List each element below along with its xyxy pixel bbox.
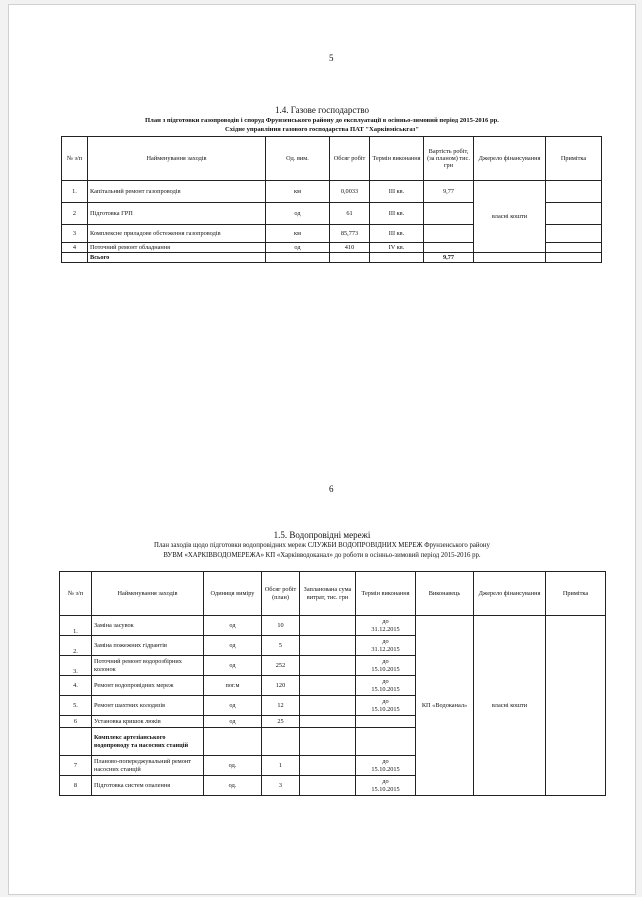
column-header: № з/п [62,137,88,181]
term: до 31.12.2015 [356,616,416,636]
table-row [62,181,602,203]
activity-name: Поточний ремонт водорозбірних колонок [92,656,204,676]
column-header: Обсяг робіт (план) [262,572,300,616]
activity-name: Заміна засувок [92,616,204,636]
row-number: 4 [62,243,88,253]
note [546,616,606,796]
volume: 5 [262,636,300,656]
activity-name: Підготовка систем опалення [92,776,204,796]
volume: 10 [262,616,300,636]
planned-sum [300,776,356,796]
table-subtitle: ВУВМ «ХАРКІВВОДОМЕРЕЖА» КП «Харківводоканал» до роботи в осінньо-зимовий період 2015-2016 рр. [163,552,481,559]
term: ІІІ кв. [370,181,424,203]
volume: 25 [262,716,300,728]
cost [424,203,474,225]
row-number: 7 [60,756,92,776]
planned-sum [300,676,356,696]
planned-sum [300,696,356,716]
volume: 252 [262,656,300,676]
activity-name: Планово-попереджувальний ремонт насосних станцій [92,756,204,776]
unit: од. [204,776,262,796]
column-header: Найменування заходів [92,572,204,616]
total-label: Всього [88,253,266,263]
section-title: 1.4. Газове господарство [274,105,370,115]
total-row [62,253,602,263]
unit: од [266,203,330,225]
column-header: Джерело фінансування [474,137,546,181]
unit: од [204,636,262,656]
unit: пог.м [204,676,262,696]
unit: од [204,716,262,728]
cost [424,243,474,253]
cost [424,225,474,243]
note [546,243,602,253]
water-plan-table [59,571,606,796]
volume: 0,0033 [330,181,370,203]
note [546,181,602,203]
column-header: Обсяг робіт [330,137,370,181]
term: ІV кв. [370,243,424,253]
activity-name: Капітальний ремонт газопроводів [88,181,266,203]
total-value: 9,77 [424,253,474,263]
table-subtitle: Східне управління газового господарства ПАТ "Харківміськгаз" [225,126,419,133]
volume: 410 [330,243,370,253]
table-subtitle: План з підготовки газопроводів і споруд Фрунзенського району до експлуатації в осінньо-зимовий період 2015-2016 рр. [145,117,499,124]
row-number: 1. [62,181,88,203]
row-number: 3 [62,225,88,243]
activity-name: Поточний ремонт обладнання [88,243,266,253]
funding-source: власні кошти [474,181,546,253]
row-number: 1. [60,616,92,636]
activity-name: Установка кришок люків [92,716,204,728]
note [546,225,602,243]
unit: од [204,696,262,716]
row-number: 5. [60,696,92,716]
group-heading: Комплекс артезіанського водопроводу та насосних станцій [92,728,204,756]
activity-name: Ремонт водопровідних мереж [92,676,204,696]
term: до 15.10.2015 [356,656,416,676]
unit: км [266,181,330,203]
planned-sum [300,716,356,728]
note [546,203,602,225]
column-header: Вартість робіт, (за планом) тис. грн [424,137,474,181]
column-header: Термін виконання [356,572,416,616]
activity-name: Заміна пожежних гідрантів [92,636,204,656]
term: до 15.10.2015 [356,756,416,776]
activity-name: Підготовка ГРП [88,203,266,225]
column-header: Термін виконання [370,137,424,181]
row-number: 2. [60,636,92,656]
volume: 3 [262,776,300,796]
column-header: Од. вим. [266,137,330,181]
volume: 1 [262,756,300,776]
planned-sum [300,636,356,656]
row-number: 8 [60,776,92,796]
term: до 15.10.2015 [356,676,416,696]
term: ІІІ кв. [370,225,424,243]
table-row [60,616,606,636]
funding-source: власні кошти [474,616,546,796]
page-number: 6 [329,484,334,494]
column-header: Виконавець [416,572,474,616]
term: до 31.12.2015 [356,636,416,656]
term: ІІІ кв. [370,203,424,225]
term: до 15.10.2015 [356,696,416,716]
section-title: 1.5. Водопровідні мережі [273,530,371,540]
row-number: 2 [62,203,88,225]
planned-sum [300,656,356,676]
row-number: 3. [60,656,92,676]
term [356,716,416,728]
cost: 9,77 [424,181,474,203]
unit: км [266,225,330,243]
unit: од. [204,756,262,776]
table-subtitle: План заходів щодо підготовки водопровідних мереж СЛУЖБИ ВОДОПРОВІДНИХ МЕРЕЖ Фрунзенського району [154,542,490,549]
row-number: 6 [60,716,92,728]
unit: од [204,616,262,636]
activity-name: Ремонт шахтних колодязів [92,696,204,716]
executor: КП «Водоканал» [416,616,474,796]
volume: 85,773 [330,225,370,243]
page-number: 5 [329,53,334,63]
row-number: 4. [60,676,92,696]
column-header: Одиниця виміру [204,572,262,616]
term: до 15.10.2015 [356,776,416,796]
unit: од [204,656,262,676]
document-page [8,4,636,895]
planned-sum [300,616,356,636]
activity-name: Комплексне приладове обстеження газопроводів [88,225,266,243]
volume: 120 [262,676,300,696]
gas-plan-table [61,136,602,263]
volume: 12 [262,696,300,716]
column-header: Найменування заходів [88,137,266,181]
volume: 61 [330,203,370,225]
column-header: № з/п [60,572,92,616]
unit: од [266,243,330,253]
column-header: Примітка [546,137,602,181]
column-header: Примітка [546,572,606,616]
column-header: Джерело фінансування [474,572,546,616]
column-header: Запланована сума витрат, тис. грн [300,572,356,616]
planned-sum [300,756,356,776]
